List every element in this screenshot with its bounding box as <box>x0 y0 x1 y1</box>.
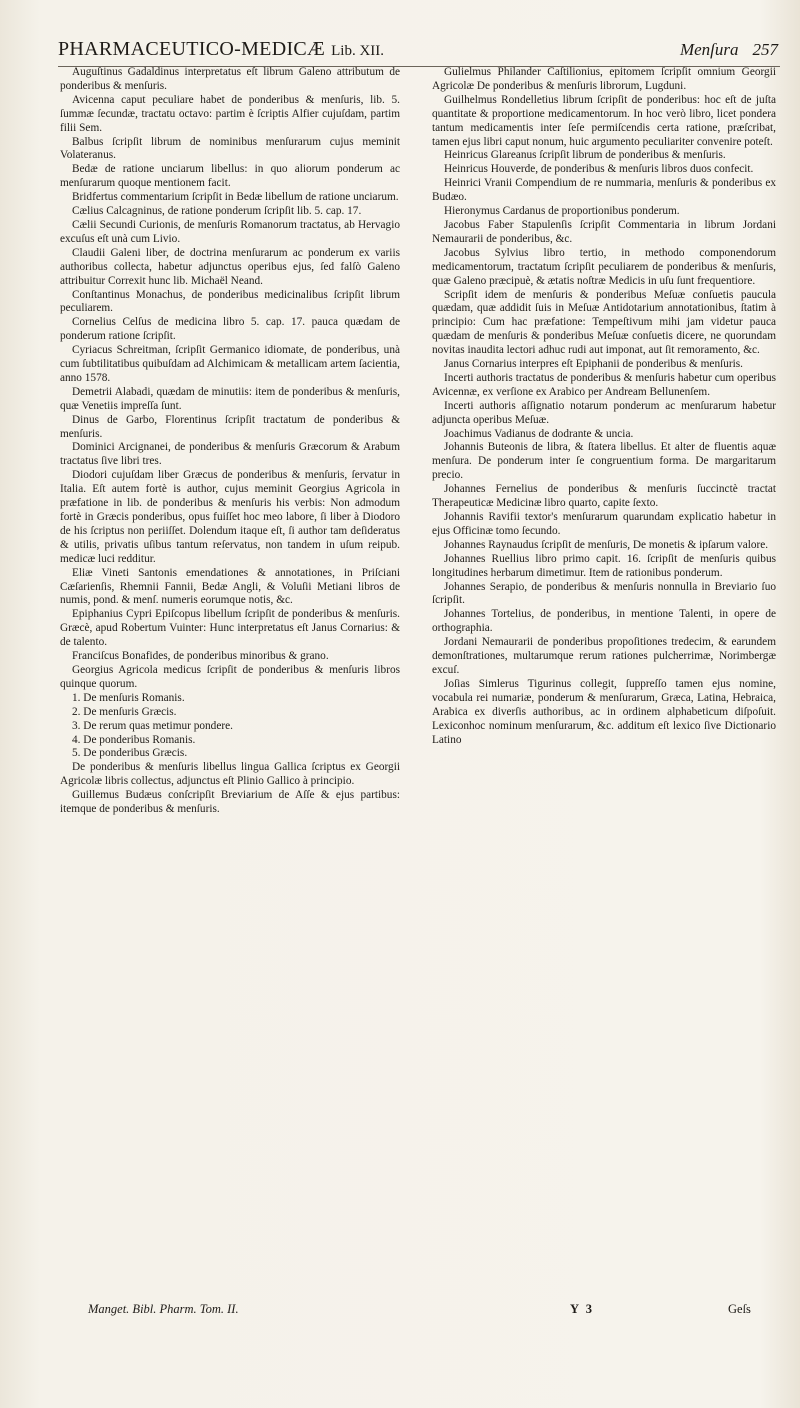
left-column-entries <box>60 66 400 692</box>
bibliography-entry: Johannes Tortelius, de ponderibus, in mentione Talenti, in opere de orthographia. <box>432 608 776 635</box>
bibliography-entry: De ponderibus & menſuris libellus lingua Gallica ſcriptus ex Georgii Agricolæ libris collectus, adjunctus eſt Plinio Gallico à principio. <box>60 761 400 788</box>
bibliography-entry: Dominici Arcignanei, de ponderibus & menſuris Græcorum & Arabum tractatus ſive libri tres. <box>60 441 400 468</box>
bibliography-entry: Joachimus Vadianus de dodrante & uncia. <box>444 427 634 440</box>
running-head-book: Lib. XII. <box>331 43 385 59</box>
left-column <box>60 66 400 817</box>
bibliography-entry: Incerti authoris tractatus de ponderibus & menſuris habetur cum operibus Avicennæ, ex verſione ex Arabico per Andream Bellunenſem. <box>432 371 776 398</box>
bibliography-entry: Johannes Serapio, de ponderibus & menſuris nonnulla in Breviario ſuo ſcripſit. <box>432 580 776 607</box>
right-column <box>432 66 776 747</box>
footer-source: Manget. Bibl. Pharm. Tom. II. <box>88 1302 239 1316</box>
page-number: 257 <box>752 40 778 59</box>
bibliography-entry: Heinricus Glareanus ſcripſit librum de ponderibus & menſuris. <box>444 149 726 162</box>
bibliography-entry: Hieronymus Cardanus de proportionibus ponderum. <box>444 205 680 218</box>
bibliography-entry: Bridfertus commentarium ſcripſit in Bedæ libellum de ratione unciarum. <box>72 191 399 204</box>
bibliography-entry: Eliæ Vineti Santonis emendationes & annotationes, in Priſciani Cæſarienſis, Rhemnii Fannii, Bedæ Angli, & Voluſii Metiani libros de numis, pond. & menſ. numeris eorumque notis, &c. <box>60 566 400 607</box>
bibliography-entry: Claudii Galeni liber, de doctrina menſurarum ac ponderum ex variis authoribus collecta, habetur adjunctus operibus ejus, ſed falſò Galeno attribuitur Correxit hunc lib. Michaël Neand. <box>60 246 400 287</box>
bibliography-entry: Cornelius Celſus de medicina libro 5. cap. 17. pauca quædam de ponderum ratione ſcripſit. <box>60 316 400 343</box>
bibliography-entry: Johannis Ravifii textor's menſurarum quarundam explicatio habetur in ejus Officinæ tomo ſecundo. <box>432 511 776 537</box>
left-column-entries-after <box>60 761 400 817</box>
running-head-section: Menſura <box>679 40 739 59</box>
bibliography-entry: Johannis Buteonis de libra, & ſtatera libellus. Et alter de fluentis aquæ menſura. De ponderum inter ſe congruentium forma. De margaritarum precio. <box>432 441 776 482</box>
bibliography-entry: Janus Cornarius interpres eſt Epiphanii de ponderibus & menſuris. <box>444 358 743 371</box>
running-head <box>58 38 778 68</box>
bibliography-entry: Bedæ de ratione unciarum libellus: in quo aliorum ponderum ac menſurarum quoque mentionem facit. <box>60 163 400 190</box>
bibliography-entry: Avicenna caput peculiare habet de ponderibus & menſuris, lib. 5. ſummæ ſecundæ, tractatu octavo: partim è ſcriptis Alfier cujuſdam, partim filii Sem. <box>60 93 400 134</box>
list-item: 1. De menſuris Romanis. <box>72 691 185 704</box>
bibliography-entry: Epiphanius Cypri Epiſcopus libellum ſcripſit de ponderibus & menſuris. Græcè, apud Robertum Vuinter: Hunc interpretatus eſt Janus Cornarius: & de talento. <box>60 608 400 649</box>
bibliography-entry: Jordani Nemaurarii de ponderibus propoſitiones tredecim, & earundem demonſtrationes, multarumque rerum rationes pulcherrimæ, Norimbergæ excuſ. <box>432 636 776 676</box>
list-item: 2. De menſuris Græcis. <box>72 705 177 718</box>
bibliography-entry: Guilhelmus Rondelletius librum ſcripſit de ponderibus: hoc eſt de juſta quantitate & proportione medicamentorum. In hoc verò libro, licet pondera tantum medicamentis inter ſeſe permiſcendis certa ratione, præſcribat, tamen ejus libri caput nonum, huic argumento peculiariter convenire poteſt. <box>432 93 776 148</box>
list-item: 4. De ponderibus Romanis. <box>72 733 196 746</box>
bibliography-entry: Joſias Simlerus Tigurinus collegit, ſuppreſſo tamen ejus nomine, vocabula rei numariæ, ponderum & menſurarum, Græca, Latina, Hebraica, Arabica ex diverſis authoribus, ac in ordinem alphabeticum diſpoſuit. Lexiconhoc nominum menſurarum, &c. additum eſt lexico ſive Dictionario Latino <box>432 677 776 746</box>
running-head-title: PHARMACEUTICO-MEDICÆ <box>58 38 326 60</box>
bibliography-entry: Heinrici Vranii Compendium de re nummaria, menſuris & ponderibus ex Budæo. <box>432 177 776 204</box>
bibliography-entry: Johannes Ruellius libro primo capit. 16. ſcripſit de menſuris quibus longitudines herbarum dimetimur. Item de rationibus ponderum. <box>432 552 776 579</box>
bibliography-entry: Georgius Agricola medicus ſcripſit de ponderibus & menſuris libros quinque quorum. <box>60 663 400 690</box>
catchword: Geſs <box>728 1302 751 1316</box>
bibliography-entry: Johannes Raynaudus ſcripſit de menſuris, De monetis & ipſarum valore. <box>444 538 769 551</box>
bibliography-entry: Jacobus Faber Stapulenſis ſcripſit Commentaria in librum Jordani Nemaurarii de ponderibus, &c. <box>432 218 776 245</box>
bibliography-entry: Gulielmus Philander Caſtilionius, epitomem ſcripſit omnium Georgii Agricolæ De ponderibus & menſuris librorum, Lugduni. <box>432 66 776 92</box>
signature-mark: Y 3 <box>570 1302 594 1316</box>
right-column-entries <box>432 66 776 747</box>
bibliography-entry: Dinus de Garbo, Florentinus ſcripſit tractatum de ponderibus & menſuris. <box>60 413 400 440</box>
agricola-book-list <box>60 692 400 762</box>
bibliography-entry: Cælii Secundi Curionis, de menſuris Romanorum tractatus, ab Hervagio excuſus eſt unà cum Livio. <box>60 218 400 245</box>
bibliography-entry: Guillemus Budæus conſcripſit Breviarium de Aſſe & ejus partibus: itemque de ponderibus & menſuris. <box>60 789 400 816</box>
bibliography-entry: Incerti authoris aſſignatio notarum ponderum ac menſurarum habetur adjuncta operibus Meſuæ. <box>432 399 776 426</box>
bibliography-entry: Jacobus Sylvius libro tertio, in methodo componendorum medicamentorum, tractatum ſcripſit peculiarem de ponderibus & menſuris, quæ Galeno præcipuè, & ætatis noſtræ Medicis in uſu ſunt frequentiore. <box>432 246 776 287</box>
bibliography-entry: Auguſtinus Gadaldinus interpretatus eſt librum Galeno attributum de ponderibus & menſuris. <box>60 66 400 92</box>
page-footer <box>60 1302 776 1320</box>
bibliography-entry: Johannes Fernelius de ponderibus & menſuris ſuccinctè tractat Therapeuticæ Medicinæ libro quarto, capite ſexto. <box>432 483 776 510</box>
bibliography-entry: Cyriacus Schreitman, ſcripſit Germanico idiomate, de ponderibus, unà cum ſubtilitatibus quibuſdam ad Alchimicam & metallicam artem ſacientia, anno 1578. <box>60 344 400 384</box>
bibliography-entry: Demetrii Alabadi, quædam de minutiis: item de ponderibus & menſuris, quæ Venetiis impreſſa ſunt. <box>60 385 400 412</box>
bibliography-entry: Balbus ſcripſit librum de nominibus menſurarum cujus meminit Volateranus. <box>60 135 400 162</box>
bibliography-entry: Conſtantinus Monachus, de ponderibus medicinalibus ſcripſit librum peculiarem. <box>60 288 400 315</box>
list-item: 5. De ponderibus Græcis. <box>72 747 188 760</box>
bibliography-entry: Cælius Calcagninus, de ratione ponderum ſcripſit lib. 5. cap. 17. <box>72 205 362 218</box>
list-item: 3. De rerum quas metimur pondere. <box>72 719 233 732</box>
bibliography-entry: Scripſit idem de menſuris & ponderibus Meſuæ conſuetis paucula quædam, quæ addidit ſuis in Meſuæ Antidotarium annotationibus, ſtatim à principio: Cum hac præfatione: Tempeſtivum mihi jam videtur pauca quædam de menſuris & ponderibus Meſuæ conſuetis dicere, ne quorundam novitas inaudita lectori adhuc rudi aut imponat, aut ſit remoramento, &c. <box>432 288 776 357</box>
bibliography-entry: Franciſcus Bonafides, de ponderibus minoribus & grano. <box>72 650 329 663</box>
bibliography-entry: Diodori cujuſdam liber Græcus de ponderibus & menſuris, ſervatur in Italia. Eſt autem fortè is author, cujus meminit Georgius Agricola in præfatione in lib. de ponderibus & menſuris his verbis: Non admodum fortè in Græcis ponderibus, opus fuiſſet hoc meo labore, ſi liber à Diodoro de his ſcriptus non periiſſet. Dolendum itaque eſt, ſi author tam deſideratus & utilis, privatis uſibus tantum reſervatus, non tandem in uſum reipub. medicæ luci redditur. <box>60 469 400 565</box>
bibliography-entry: Heinricus Houverde, de ponderibus & menſuris libros duos confecit. <box>444 163 754 176</box>
